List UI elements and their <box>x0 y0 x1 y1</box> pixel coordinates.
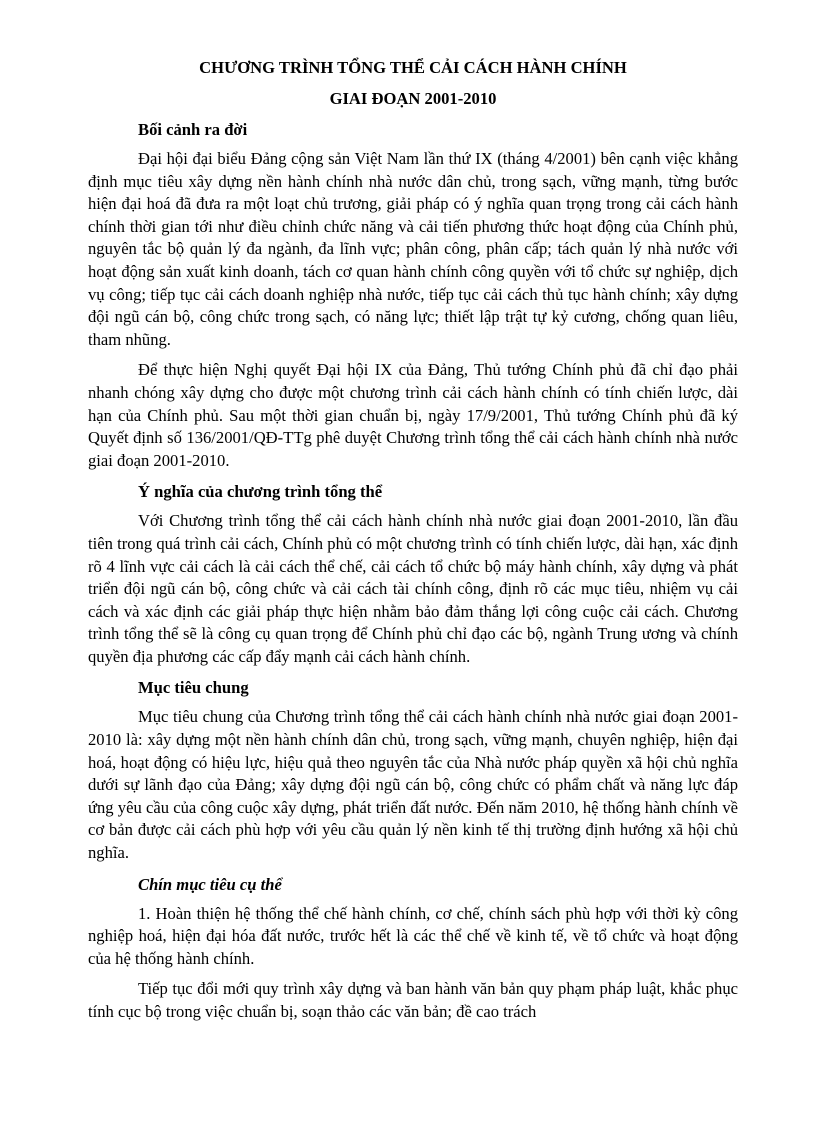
document-title-line-2: GIAI ĐOẠN 2001-2010 <box>329 89 497 108</box>
section-heading-context: Bối cảnh ra đời <box>138 120 248 139</box>
document-page <box>88 52 738 1032</box>
paragraph: Mục tiêu chung của Chương trình tổng thể cải cách hành chính nhà nước giai đoạn 2001-2010 là: xây dựng một nền hành chính dân chủ, trong sạch, vững mạnh, chuyên nghiệp, hiện đại hoá, hoạt động có hiệu lực, hiệu quả theo nguyên tắc của Nhà nước pháp quyền xã hội chủ nghĩa dưới sự lãnh đạo của Đảng; xây dựng đội ngũ cán bộ, công chức có phẩm chất và năng lực đáp ứng yêu cầu của công cuộc xây dựng, phát triển đất nước. Đến năm 2010, hệ thống hành chính về cơ bản được cải cách phù hợp với yêu cầu quản lý nền kinh tế thị trường định hướng xã hội chủ nghĩa. <box>88 707 738 863</box>
paragraph: 1. Hoàn thiện hệ thống thể chế hành chính, cơ chế, chính sách phù hợp với thời kỳ công nghiệp hoá, hiện đại hóa đất nước, trước hết là các thể chế về kinh tế, về tổ chức và hoạt động của hệ thống hành chính. <box>88 903 738 968</box>
document-title-line-1: CHƯƠNG TRÌNH TỔNG THỂ CẢI CÁCH HÀNH CHÍNH <box>199 58 627 77</box>
section-heading-significance: Ý nghĩa của chương trình tổng thể <box>138 482 383 502</box>
paragraph: Tiếp tục đổi mới quy trình xây dựng và ban hành văn bản quy phạm pháp luật, khắc phục tính cục bộ trong việc chuẩn bị, soạn thảo các văn bản; đề cao trách <box>88 979 738 1021</box>
paragraph: Đại hội đại biểu Đảng cộng sản Việt Nam lần thứ IX (tháng 4/2001) bên cạnh việc khẳng định mục tiêu xây dựng nền hành chính nhà nước dân chủ, trong sạch, vững mạnh, từng bước hiện đại hoá đã đưa ra một loạt chủ trương, giải pháp có ý nghĩa quan trọng trong cải cách hành chính thời gian tới như điều chỉnh chức năng và cải tiến phương thức hoạt động của Chính phủ, nguyên tắc bộ quản lý đa ngành, đa lĩnh vực; phân công, phân cấp; tách quản lý nhà nước với hoạt động sản xuất kinh doanh, tách cơ quan hành chính công quyền với tổ chức sự nghiệp, dịch vụ công; tiếp tục cải cách doanh nghiệp nhà nước, tiếp tục cải cách thủ tục hành chính; xây dựng đội ngũ cán bộ, công chức trong sạch, có năng lực; thiết lập trật tự kỷ cương, chống quan liêu, tham nhũng. <box>88 149 738 349</box>
section-heading-general-objective: Mục tiêu chung <box>138 678 249 698</box>
paragraph: Với Chương trình tổng thể cải cách hành chính nhà nước giai đoạn 2001-2010, lần đầu tiên trong quá trình cải cách, Chính phủ có một chương trình có tính chiến lược, dài hạn, xác định rõ 4 lĩnh vực cải cách là cải cách thể chế, cải cách tổ chức bộ máy hành chính, xây dựng và phát triển đội ngũ cán bộ, công chức và cải cách tài chính công, định rõ các mục tiêu, nhiệm vụ cải cách và xác định các giải pháp thực hiện nhằm bảo đảm thắng lợi công cuộc cải cách. Chương trình tổng thể sẽ là công cụ quan trọng để Chính phủ chỉ đạo các bộ, ngành Trung ương và chính quyền địa phương các cấp đẩy mạnh cải cách hành chính. <box>88 511 738 666</box>
paragraph: Để thực hiện Nghị quyết Đại hội IX của Đảng, Thủ tướng Chính phủ đã chỉ đạo phải nhanh chóng xây dựng cho được một chương trình cải cách hành chính có tính chiến lược, dài hạn của Chính phủ. Sau một thời gian chuẩn bị, ngày 17/9/2001, Thủ tướng Chính phủ đã ký Quyết định số 136/2001/QĐ-TTg phê duyệt Chương trình tổng thể cải cách hành chính nhà nước giai đoạn 2001-2010. <box>88 360 738 470</box>
section-heading-specific-objectives: Chín mục tiêu cụ thể <box>138 874 282 894</box>
